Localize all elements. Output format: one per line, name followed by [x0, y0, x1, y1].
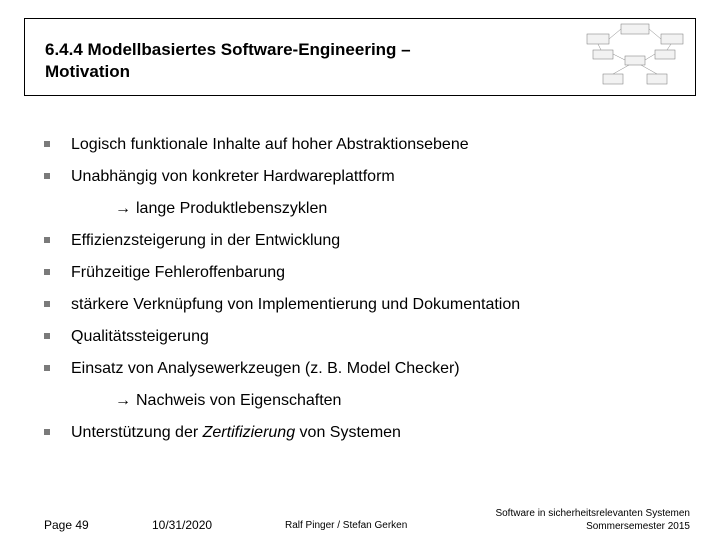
bullet-text: Logisch funktionale Inhalte auf hoher Abstraktionsebene: [71, 136, 469, 153]
footer-authors: Ralf Pinger / Stefan Gerken: [285, 520, 408, 531]
footer-course-line-1: Software in sicherheitsrelevanten Systemen: [495, 508, 690, 519]
bullet-marker: [44, 173, 50, 179]
model-diagram-thumbnail: [583, 22, 687, 94]
page-number: Page 49: [44, 518, 89, 532]
title-box: [24, 18, 696, 96]
footer-date: 10/31/2020: [152, 518, 213, 532]
slide-title: [45, 39, 565, 83]
sub-item: [115, 199, 327, 219]
bullet-text: Effizienzsteigerung in der Entwicklung: [71, 232, 341, 249]
slide-title-line-2: Motivation: [45, 62, 130, 81]
bullet-text-emphasis: Zertifizierung: [202, 424, 296, 441]
bullet-marker: [44, 269, 50, 275]
bullet-text: Frühzeitige Fehleroffenbarung: [71, 264, 286, 281]
bullet-marker: [44, 301, 50, 307]
arrow-right-icon: →: [115, 200, 131, 217]
bullet-text-end: von Systemen: [295, 424, 401, 441]
bullet-text: Einsatz von Analysewerkzeugen (z. B. Model Checker): [71, 360, 460, 377]
bullet-text: stärkere Verknüpfung von Implementierung und Dokumentation: [71, 296, 521, 313]
footer-course-line-2: Sommersemester 2015: [586, 521, 690, 532]
bullet-marker: [44, 141, 50, 147]
footer-course: [495, 507, 690, 533]
bullet-text: Qualitätssteigerung: [71, 328, 209, 345]
bullet-marker: [44, 237, 50, 243]
sub-item-text: Nachweis von Eigenschaften: [136, 392, 342, 409]
bullet-marker: [44, 333, 50, 339]
bullet-text: Unabhängig von konkreter Hardwareplattform: [71, 168, 395, 185]
bullet-marker: [44, 429, 50, 435]
sub-item-text: lange Produktlebenszyklen: [136, 200, 328, 217]
sub-item: [115, 391, 341, 411]
arrow-right-icon: →: [115, 392, 131, 409]
bullet-text: [71, 423, 401, 443]
bullet-text-start: Unterstützung der: [71, 424, 203, 441]
bullet-marker: [44, 365, 50, 371]
slide-title-line-1: 6.4.4 Modellbasiertes Software-Engineering –: [45, 40, 411, 59]
